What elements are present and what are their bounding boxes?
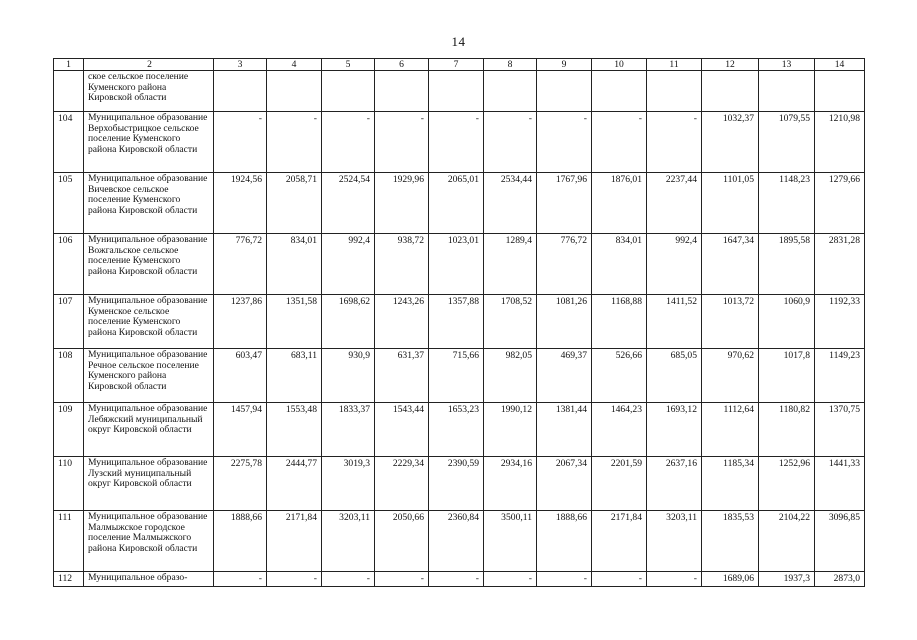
value-cell-col-13: 1180,82	[759, 403, 815, 457]
value-cell-col-6: 2229,34	[375, 457, 429, 511]
value-cell-col-5: -	[322, 572, 375, 587]
value-cell-col-3: -	[214, 572, 267, 587]
value-cell-col-4: 683,11	[267, 349, 322, 403]
municipality-name: Муниципальное образование Вожгальское сельское поселение Куменского района Кировской области	[84, 234, 214, 295]
value-cell-col-4: 2444,77	[267, 457, 322, 511]
value-cell-col-13	[759, 71, 815, 112]
value-cell-col-10: 1876,01	[592, 173, 647, 234]
value-cell-col-4	[267, 71, 322, 112]
value-cell-col-5: 1698,62	[322, 295, 375, 349]
row-number: 107	[54, 295, 84, 349]
value-cell-col-12: 970,62	[702, 349, 759, 403]
value-cell-col-12: 1835,53	[702, 511, 759, 572]
value-cell-col-14	[815, 71, 865, 112]
value-cell-col-14: 1279,66	[815, 173, 865, 234]
value-cell-col-11: -	[647, 572, 702, 587]
value-cell-col-9: 1767,96	[537, 173, 592, 234]
column-header-9: 9	[537, 59, 592, 71]
value-cell-col-6: 2050,66	[375, 511, 429, 572]
value-cell-col-7: 2065,01	[429, 173, 484, 234]
value-cell-col-12: 1689,06	[702, 572, 759, 587]
value-cell-col-4: 1351,58	[267, 295, 322, 349]
municipality-name: ское сельское поселение Куменского района Кировской области	[84, 71, 214, 112]
value-cell-col-11: 1411,52	[647, 295, 702, 349]
column-header-5: 5	[322, 59, 375, 71]
value-cell-col-7	[429, 71, 484, 112]
value-cell-col-6: 938,72	[375, 234, 429, 295]
value-cell-col-8: 3500,11	[484, 511, 537, 572]
value-cell-col-6	[375, 71, 429, 112]
municipality-name: Муниципальное образование Вичевское сельское поселение Куменского района Кировской области	[84, 173, 214, 234]
value-cell-col-7: 1653,23	[429, 403, 484, 457]
value-cell-col-6: -	[375, 112, 429, 173]
column-header-2: 2	[84, 59, 214, 71]
municipality-name: Муниципальное образование Куменское сельское поселение Куменского района Кировской области	[84, 295, 214, 349]
value-cell-col-10: 834,01	[592, 234, 647, 295]
value-cell-col-9: 469,37	[537, 349, 592, 403]
value-cell-col-11: -	[647, 112, 702, 173]
value-cell-col-10: 1464,23	[592, 403, 647, 457]
table-row	[54, 112, 865, 173]
value-cell-col-4: 2058,71	[267, 173, 322, 234]
row-number: 108	[54, 349, 84, 403]
value-cell-col-5: 2524,54	[322, 173, 375, 234]
value-cell-col-11	[647, 71, 702, 112]
value-cell-col-7: -	[429, 572, 484, 587]
value-cell-col-8: 982,05	[484, 349, 537, 403]
value-cell-col-5: 3019,3	[322, 457, 375, 511]
value-cell-col-10: -	[592, 572, 647, 587]
table-row	[54, 511, 865, 572]
value-cell-col-9: -	[537, 572, 592, 587]
value-cell-col-12: 1112,64	[702, 403, 759, 457]
table-row	[54, 349, 865, 403]
row-number: 112	[54, 572, 84, 587]
column-header-6: 6	[375, 59, 429, 71]
value-cell-col-8: -	[484, 112, 537, 173]
value-cell-col-13: 1017,8	[759, 349, 815, 403]
value-cell-col-12: 1647,34	[702, 234, 759, 295]
value-cell-col-9: -	[537, 112, 592, 173]
column-header-3: 3	[214, 59, 267, 71]
value-cell-col-12: 1032,37	[702, 112, 759, 173]
row-number: 109	[54, 403, 84, 457]
value-cell-col-6: 1543,44	[375, 403, 429, 457]
value-cell-col-14: 1149,23	[815, 349, 865, 403]
value-cell-col-10: 2171,84	[592, 511, 647, 572]
column-header-12: 12	[702, 59, 759, 71]
municipality-name: Муниципальное образование Малмыжское городское поселение Малмыжского района Кировской области	[84, 511, 214, 572]
value-cell-col-6: 1243,26	[375, 295, 429, 349]
value-cell-col-12: 1101,05	[702, 173, 759, 234]
value-cell-col-3: 776,72	[214, 234, 267, 295]
value-cell-col-7: 1023,01	[429, 234, 484, 295]
value-cell-col-10: 2201,59	[592, 457, 647, 511]
value-cell-col-11: 3203,11	[647, 511, 702, 572]
value-cell-col-10: 1168,88	[592, 295, 647, 349]
value-cell-col-14: 2831,28	[815, 234, 865, 295]
value-cell-col-8: 1289,4	[484, 234, 537, 295]
row-number	[54, 71, 84, 112]
value-cell-col-13: 1079,55	[759, 112, 815, 173]
value-cell-col-6: 1929,96	[375, 173, 429, 234]
column-header-8: 8	[484, 59, 537, 71]
value-cell-col-12: 1185,34	[702, 457, 759, 511]
row-number: 106	[54, 234, 84, 295]
value-cell-col-8: 2534,44	[484, 173, 537, 234]
value-cell-col-11: 2237,44	[647, 173, 702, 234]
value-cell-col-13: 1060,9	[759, 295, 815, 349]
value-cell-col-13: 1148,23	[759, 173, 815, 234]
value-cell-col-3: 603,47	[214, 349, 267, 403]
value-cell-col-7: 2390,59	[429, 457, 484, 511]
value-cell-col-5: 992,4	[322, 234, 375, 295]
column-header-11: 11	[647, 59, 702, 71]
value-cell-col-7: 715,66	[429, 349, 484, 403]
value-cell-col-8: 1708,52	[484, 295, 537, 349]
column-header-4: 4	[267, 59, 322, 71]
value-cell-col-13: 1895,58	[759, 234, 815, 295]
column-header-10: 10	[592, 59, 647, 71]
value-cell-col-5: 3203,11	[322, 511, 375, 572]
value-cell-col-7: -	[429, 112, 484, 173]
value-cell-col-8: -	[484, 572, 537, 587]
value-cell-col-11: 2637,16	[647, 457, 702, 511]
value-cell-col-9: 2067,34	[537, 457, 592, 511]
value-cell-col-5: 930,9	[322, 349, 375, 403]
value-cell-col-3: -	[214, 112, 267, 173]
value-cell-col-3	[214, 71, 267, 112]
value-cell-col-3: 2275,78	[214, 457, 267, 511]
value-cell-col-11: 685,05	[647, 349, 702, 403]
value-cell-col-3: 1457,94	[214, 403, 267, 457]
value-cell-col-5: -	[322, 112, 375, 173]
value-cell-col-4: 2171,84	[267, 511, 322, 572]
value-cell-col-4: -	[267, 112, 322, 173]
value-cell-col-3: 1888,66	[214, 511, 267, 572]
value-cell-col-12	[702, 71, 759, 112]
column-header-14: 14	[815, 59, 865, 71]
row-number: 111	[54, 511, 84, 572]
value-cell-col-9: 1381,44	[537, 403, 592, 457]
value-cell-col-9: 776,72	[537, 234, 592, 295]
row-number: 104	[54, 112, 84, 173]
value-cell-col-13: 1937,3	[759, 572, 815, 587]
value-cell-col-12: 1013,72	[702, 295, 759, 349]
row-number: 105	[54, 173, 84, 234]
value-cell-col-14: 1441,33	[815, 457, 865, 511]
value-cell-col-10: 526,66	[592, 349, 647, 403]
table-row	[54, 234, 865, 295]
table-row	[54, 173, 865, 234]
value-cell-col-8: 2934,16	[484, 457, 537, 511]
municipality-name: Муниципальное образование Верхобыстрицкое сельское поселение Куменского района Кировской области	[84, 112, 214, 173]
column-header-1: 1	[54, 59, 84, 71]
value-cell-col-7: 1357,88	[429, 295, 484, 349]
row-number: 110	[54, 457, 84, 511]
table-row	[54, 295, 865, 349]
value-cell-col-10	[592, 71, 647, 112]
value-cell-col-3: 1237,86	[214, 295, 267, 349]
column-header-13: 13	[759, 59, 815, 71]
table-row	[54, 572, 865, 587]
page-number: 14	[451, 34, 466, 49]
value-cell-col-9: 1081,26	[537, 295, 592, 349]
value-cell-col-13: 1252,96	[759, 457, 815, 511]
value-cell-col-14: 1210,98	[815, 112, 865, 173]
value-cell-col-11: 1693,12	[647, 403, 702, 457]
value-cell-col-14: 2873,0	[815, 572, 865, 587]
value-cell-col-4: 1553,48	[267, 403, 322, 457]
value-cell-col-11: 992,4	[647, 234, 702, 295]
value-cell-col-9	[537, 71, 592, 112]
value-cell-col-10: -	[592, 112, 647, 173]
table-row	[54, 71, 865, 112]
value-cell-col-14: 1192,33	[815, 295, 865, 349]
value-cell-col-5: 1833,37	[322, 403, 375, 457]
value-cell-col-9: 1888,66	[537, 511, 592, 572]
value-cell-col-6: 631,37	[375, 349, 429, 403]
municipality-name: Муниципальное образование Лузский муниципальный округ Кировской области	[84, 457, 214, 511]
value-cell-col-7: 2360,84	[429, 511, 484, 572]
value-cell-col-8	[484, 71, 537, 112]
value-cell-col-14: 1370,75	[815, 403, 865, 457]
municipality-name: Муниципальное образование Речное сельское поселение Куменского района Кировской области	[84, 349, 214, 403]
table-header-row	[54, 59, 865, 71]
table-row	[54, 457, 865, 511]
value-cell-col-6: -	[375, 572, 429, 587]
column-header-7: 7	[429, 59, 484, 71]
value-cell-col-4: -	[267, 572, 322, 587]
table-row	[54, 403, 865, 457]
value-cell-col-8: 1990,12	[484, 403, 537, 457]
tariff-table	[53, 58, 865, 587]
value-cell-col-4: 834,01	[267, 234, 322, 295]
table-body	[54, 59, 865, 587]
value-cell-col-5	[322, 71, 375, 112]
municipality-name: Муниципальное образование Лебяжский муниципальный округ Кировской области	[84, 403, 214, 457]
value-cell-col-13: 2104,22	[759, 511, 815, 572]
municipality-name: Муниципальное образо-	[84, 572, 214, 587]
value-cell-col-3: 1924,56	[214, 173, 267, 234]
value-cell-col-14: 3096,85	[815, 511, 865, 572]
